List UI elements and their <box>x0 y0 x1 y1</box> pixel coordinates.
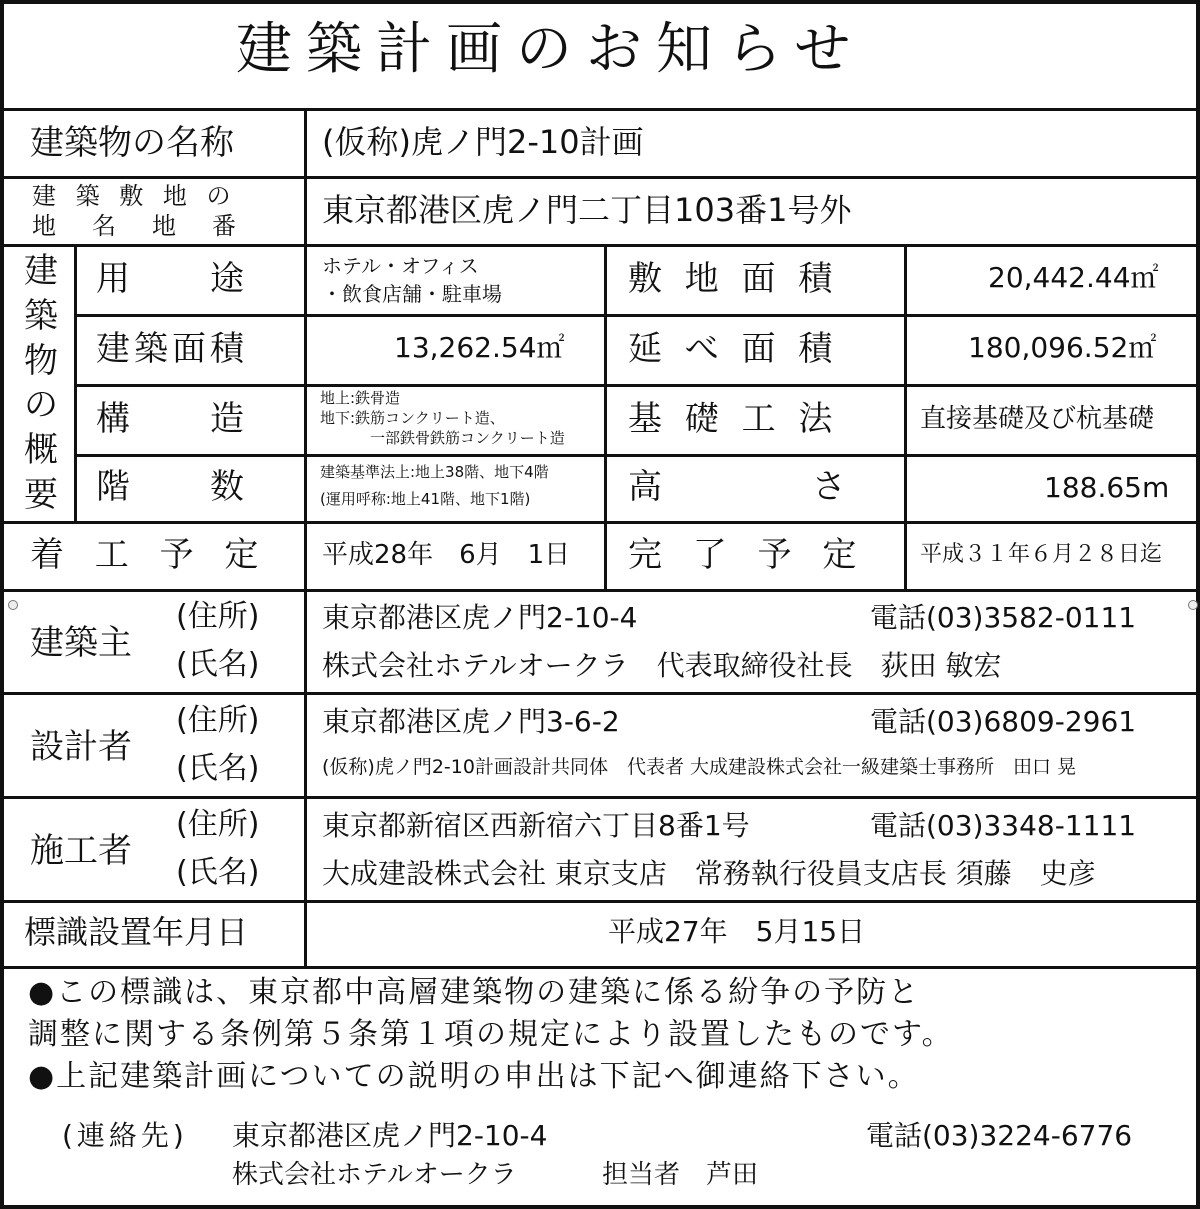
overview-char: 築 <box>24 295 58 336</box>
contractor-name-tag: (氏名) <box>176 855 260 890</box>
overview-char: 建 <box>24 251 58 291</box>
rule <box>74 244 77 521</box>
floors-label: 階 数 <box>96 467 248 507</box>
site-area-label: 敷 地 面 積 <box>628 259 839 299</box>
overview-char: 物 <box>24 340 58 381</box>
rule <box>904 244 907 589</box>
designer-name-tag: (氏名) <box>176 751 260 786</box>
overview-char: 要 <box>24 474 58 515</box>
rule <box>4 900 1200 903</box>
rule <box>4 589 1200 592</box>
owner-name-tag: (氏名) <box>176 647 260 682</box>
construction-start-value: 平成28年 6月 1日 <box>322 540 571 570</box>
use-value-line1: ホテル・オフィス <box>322 254 479 278</box>
rule <box>4 796 1200 799</box>
site-area-value: 20,442.44㎡ <box>988 261 1159 294</box>
contact-company: 株式会社ホテルオークラ <box>232 1160 517 1190</box>
building-area-label: 建築面積 <box>96 329 248 369</box>
overview-char: の <box>24 385 58 426</box>
floors-value-line1: 建築基準法上:地上38階、地下4階 <box>320 463 549 481</box>
completion-label: 完 了 予 定 <box>628 535 867 575</box>
building-name-value: (仮称)虎ノ門2-10計画 <box>322 123 644 161</box>
rule <box>4 966 1200 969</box>
rule <box>4 176 1200 179</box>
foundation-value: 直接基礎及び杭基礎 <box>920 404 1155 434</box>
rule <box>4 108 1200 111</box>
rule <box>4 244 1200 247</box>
notice-line-2: 調整に関する条例第５条第１項の規定により設置したものです。 <box>28 1017 954 1052</box>
designer-phone: 電話(03)6809-2961 <box>870 705 1137 738</box>
owner-address-tag: (住所) <box>176 599 260 634</box>
owner-name: 株式会社ホテルオークラ 代表取締役社長 荻田 敏宏 <box>322 649 1002 682</box>
structure-label: 構 造 <box>96 399 248 439</box>
designer-address: 東京都港区虎ノ門3-6-2 <box>322 705 620 738</box>
screw-icon <box>1188 600 1198 610</box>
structure-value-line3: 一部鉄骨鉄筋コンクリート造 <box>370 429 565 447</box>
rule <box>74 384 1200 387</box>
site-address-label-line2: 地 名 地 番 <box>32 212 242 240</box>
structure-value-line1: 地上:鉄骨造 <box>320 389 401 407</box>
floors-value-line2: (運用呼称:地上41階、地下1階) <box>320 490 531 508</box>
height-label: 高 さ <box>628 467 858 507</box>
use-label: 用 途 <box>96 259 248 299</box>
foundation-label: 基 礎 工 法 <box>628 399 839 439</box>
use-value-line2: ・飲食店舗・駐車場 <box>322 282 502 306</box>
completion-value: 平成３１年６月２８日迄 <box>920 542 1163 567</box>
contractor-phone: 電話(03)3348-1111 <box>870 809 1137 842</box>
notice-line-1: ●この標識は、東京都中高層建築物の建築に係る紛争の予防と <box>28 975 921 1010</box>
building-name-label: 建築物の名称 <box>30 123 234 163</box>
overview-group-label <box>14 251 68 515</box>
total-floor-area-label: 延 べ 面 積 <box>628 329 839 369</box>
contact-phone: 電話(03)3224-6776 <box>866 1119 1133 1152</box>
rule <box>604 244 607 589</box>
rule <box>74 454 1200 457</box>
rule <box>304 108 307 966</box>
owner-phone: 電話(03)3582-0111 <box>870 601 1137 634</box>
height-value: 188.65m <box>1044 471 1170 504</box>
notice-line-3: ●上記建築計画についての説明の申出は下記へ御連絡下さい。 <box>28 1059 920 1094</box>
rule <box>4 692 1200 695</box>
total-floor-area-value: 180,096.52㎡ <box>968 331 1157 364</box>
construction-start-label: 着 工 予 定 <box>30 535 269 575</box>
contractor-address: 東京都新宿区西新宿六丁目8番1号 <box>322 809 750 842</box>
site-address-label-line1: 建 築 敷 地 の <box>32 182 237 210</box>
overview-char: 概 <box>24 430 58 471</box>
contact-label: (連絡先) <box>62 1119 188 1152</box>
contractor-address-tag: (住所) <box>176 807 260 842</box>
owner-address: 東京都港区虎ノ門2-10-4 <box>322 601 638 634</box>
rule <box>4 521 1200 524</box>
designer-label: 設計者 <box>30 727 132 767</box>
contact-person: 担当者 芦田 <box>602 1160 759 1190</box>
contact-address: 東京都港区虎ノ門2-10-4 <box>232 1119 548 1152</box>
designer-address-tag: (住所) <box>176 703 260 738</box>
site-address-value: 東京都港区虎ノ門二丁目103番1号外 <box>322 191 852 229</box>
building-area-value: 13,262.54㎡ <box>394 331 565 364</box>
board-title: 建築計画のお知らせ <box>236 17 865 82</box>
contractor-label: 施工者 <box>30 831 132 871</box>
installed-date-value: 平成27年 5月15日 <box>608 915 866 948</box>
contractor-name: 大成建設株式会社 東京支店 常務執行役員支店長 須藤 史彦 <box>322 857 1096 890</box>
structure-value-line2: 地下:鉄筋コンクリート造、 <box>320 409 505 427</box>
screw-icon <box>8 600 18 610</box>
designer-name: (仮称)虎ノ門2-10計画設計共同体 代表者 大成建設株式会社一級建築士事務所 田口 晃 <box>322 756 1077 778</box>
rule <box>74 314 1200 317</box>
owner-label: 建築主 <box>30 623 132 663</box>
installed-date-label: 標識設置年月日 <box>24 913 249 951</box>
